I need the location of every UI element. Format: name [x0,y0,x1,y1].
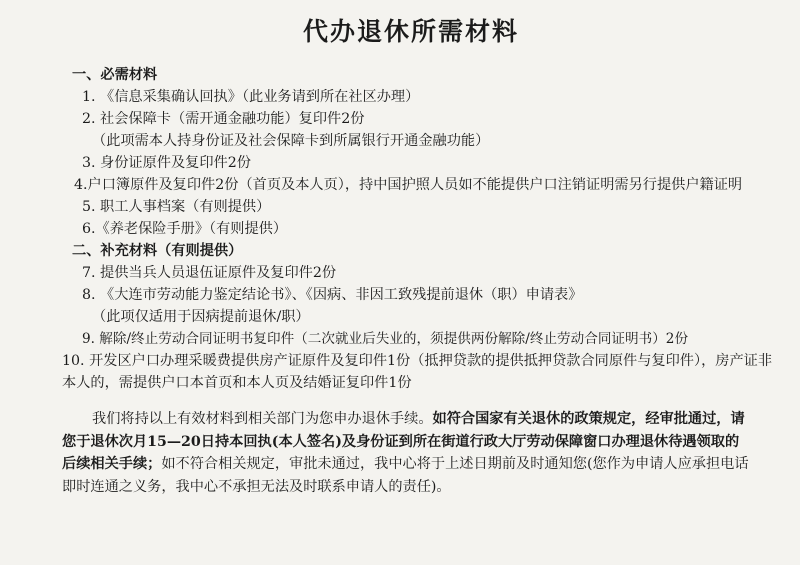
list-item-note: （此项需本人持身份证及社会保障卡到所属银行开通金融功能） [92,133,490,149]
closing-text: 我们将持以上有效材料到相关部门为您申办退休手续。 [92,411,433,427]
list-item: 1. 《信息采集确认回执》（此业务请到所在社区办理） [82,89,420,105]
closing-paragraph [62,408,752,498]
list-item: 3. 身份证原件及复印件2份 [82,155,251,171]
list-item: 2. 社会保障卡（需开通金融功能）复印件2份 [82,111,365,127]
list-item: 7. 提供当兵人员退伍证原件及复印件2份 [82,265,337,281]
list-item: 9. 解除/终止劳动合同证明书复印件（二次就业后失业的，须提供两份解除/终止劳动合同证明书）2份 [82,331,689,347]
list-item-note: （此项仅适用于因病提前退休/职） [92,309,310,325]
section-heading-required: 一、必需材料 [72,67,158,83]
section-heading-supplementary: 二、补充材料（有则提供） [72,243,243,259]
list-item: 8. 《大连市劳动能力鉴定结论书》、《因病、非因工致残提前退休（职）申请表》 [82,287,583,303]
closing-text-end: 如不符合相关规定，审批未通过，我中心将于上述日期前及时通知您(您作为申请人应承担电话即时连通之义务，我中心不承担无法及时联系申请人的责任)。 [62,456,749,495]
list-item: 10. 开发区户口办理采暖费提供房产证原件及复印件1份（抵押贷款的提供抵押贷款合同原件与复印件），房产证非本人的，需提供户口本首页和本人页及结婚证复印件1份 [62,353,773,391]
list-item: 4.户口簿原件及复印件2份（首页及本人页），持中国护照人员如不能提供户口注销证明需另行提供户籍证明 [74,177,743,193]
list-item: 5. 职工人事档案（有则提供） [82,199,271,215]
document-title: 代办退休所需材料 [302,17,519,46]
closing-bold-text: 如符合国家有关退休的政策规定，经审批通过，请您于退休次月15—20日持本回执(本人签名)及身份证到所在街道行政大厅劳动保障窗口办理退休待遇领取的后续相关手续； [62,411,745,472]
list-item: 6.《养老保险手册》（有则提供） [82,221,288,237]
